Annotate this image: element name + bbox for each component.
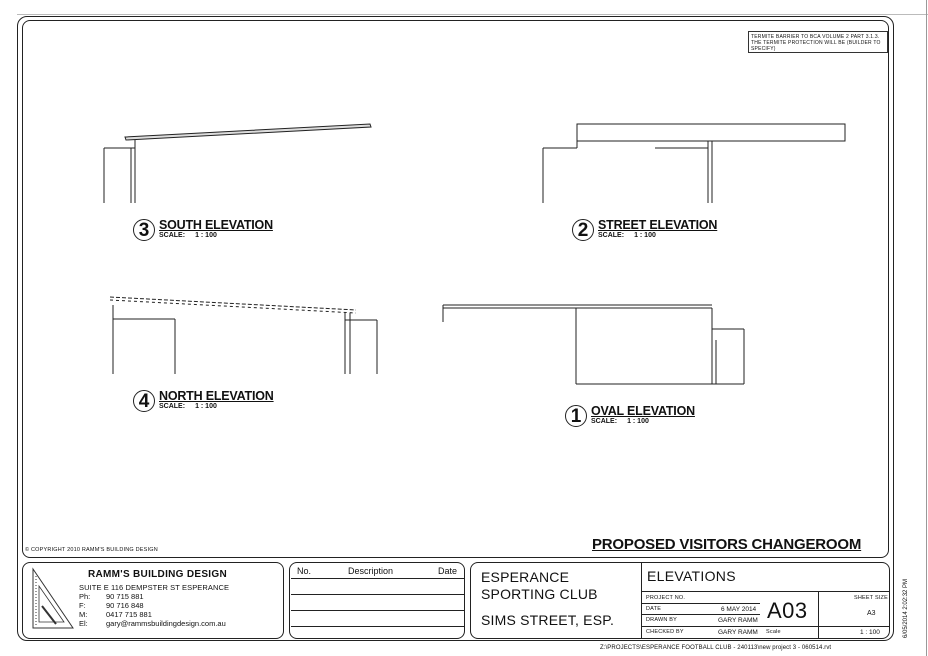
- elevation-number: 1: [565, 405, 587, 427]
- elevation-label-south: [133, 219, 273, 241]
- client-line3: SIMS STREET, ESP.: [481, 612, 615, 628]
- contact-fax: F: 90 716 848: [79, 601, 144, 610]
- elevation-title: NORTH ELEVATION: [159, 389, 274, 403]
- scale-value: 1 : 100: [195, 403, 217, 410]
- divider: [641, 614, 760, 615]
- elevation-number: 3: [133, 219, 155, 241]
- rev-row-line: [291, 578, 464, 579]
- contact-mobile: M: 0417 715 881: [79, 610, 152, 619]
- rev-col-date: Date: [438, 566, 458, 576]
- project-no-label: PROJECT NO.: [646, 595, 686, 601]
- divider: [641, 562, 642, 639]
- checked-by-label: CHECKED BY: [646, 629, 684, 635]
- rev-row-line: [291, 610, 464, 611]
- drawn-by-label: DRAWN BY: [646, 617, 678, 623]
- client-line1: ESPERANCE: [481, 569, 570, 585]
- client-line2: SPORTING CLUB: [481, 586, 598, 602]
- elevation-label-street: [572, 219, 717, 241]
- scale-value: 1 : 100: [195, 232, 217, 239]
- rev-row-line: [291, 594, 464, 595]
- drawn-by-value: GARY RAMM: [718, 617, 758, 624]
- elevation-title: STREET ELEVATION: [598, 218, 718, 232]
- rev-col-no: No.: [297, 566, 312, 576]
- sheet-number: A03: [767, 598, 808, 623]
- divider: [641, 591, 890, 592]
- termite-note: TERMITE BARRIER TO BCA VOLUME 2 PART 3.1.3. THE TERMITE PROTECTION WILL BE (BUILDER TO SPECIFY): [748, 31, 888, 53]
- elevation-title: SOUTH ELEVATION: [159, 218, 273, 232]
- sheet-size-label: SHEET SIZE: [854, 595, 888, 601]
- scale-label: SCALE:: [159, 232, 186, 239]
- firm-name: RAMM'S BUILDING DESIGN: [88, 569, 227, 580]
- scale-value: 1 : 100: [860, 629, 880, 636]
- elevation-number: 2: [572, 219, 594, 241]
- elevation-label-north: [133, 390, 274, 412]
- divider: [818, 591, 819, 639]
- elevation-label-oval: [565, 405, 695, 427]
- scale-label: Scale: [766, 629, 781, 635]
- elevation-title: OVAL ELEVATION: [591, 404, 695, 418]
- sheet-title: ELEVATIONS: [647, 568, 736, 584]
- firm-logo-icon: [30, 566, 76, 632]
- plot-timestamp: 6/05/2014 2:02:32 PM: [903, 578, 909, 638]
- date-value: 6 MAY 2014: [721, 606, 757, 613]
- scale-label: SCALE:: [591, 418, 618, 425]
- scale-label: SCALE:: [159, 403, 186, 410]
- contact-email: El: gary@rammsbuildingdesign.com.au: [79, 619, 226, 628]
- scale-value: 1 : 100: [627, 418, 649, 425]
- scale-value: 1 : 100: [634, 232, 656, 239]
- rev-col-description: Description: [348, 566, 394, 576]
- rev-row-line: [291, 626, 464, 627]
- divider: [641, 626, 890, 627]
- copyright-note: © COPYRIGHT 2010 RAMM'S BUILDING DESIGN: [25, 547, 158, 553]
- divider: [641, 603, 760, 604]
- contact-phone: Ph: 90 715 881: [79, 592, 144, 601]
- proposed-title: PROPOSED VISITORS CHANGEROOM: [592, 536, 862, 553]
- date-label: DATE: [646, 606, 662, 612]
- file-path: Z:\PROJECTS\ESPERANCE FOOTBALL CLUB - 240113\new project 3 - 060514.rvt: [600, 645, 832, 651]
- sheet-size-value: A3: [867, 610, 876, 617]
- checked-by-value: GARY RAMM: [718, 629, 758, 636]
- scale-label: SCALE:: [598, 232, 625, 239]
- firm-address: SUITE E 116 DEMPSTER ST ESPERANCE: [79, 583, 230, 592]
- elevation-number: 4: [133, 390, 155, 412]
